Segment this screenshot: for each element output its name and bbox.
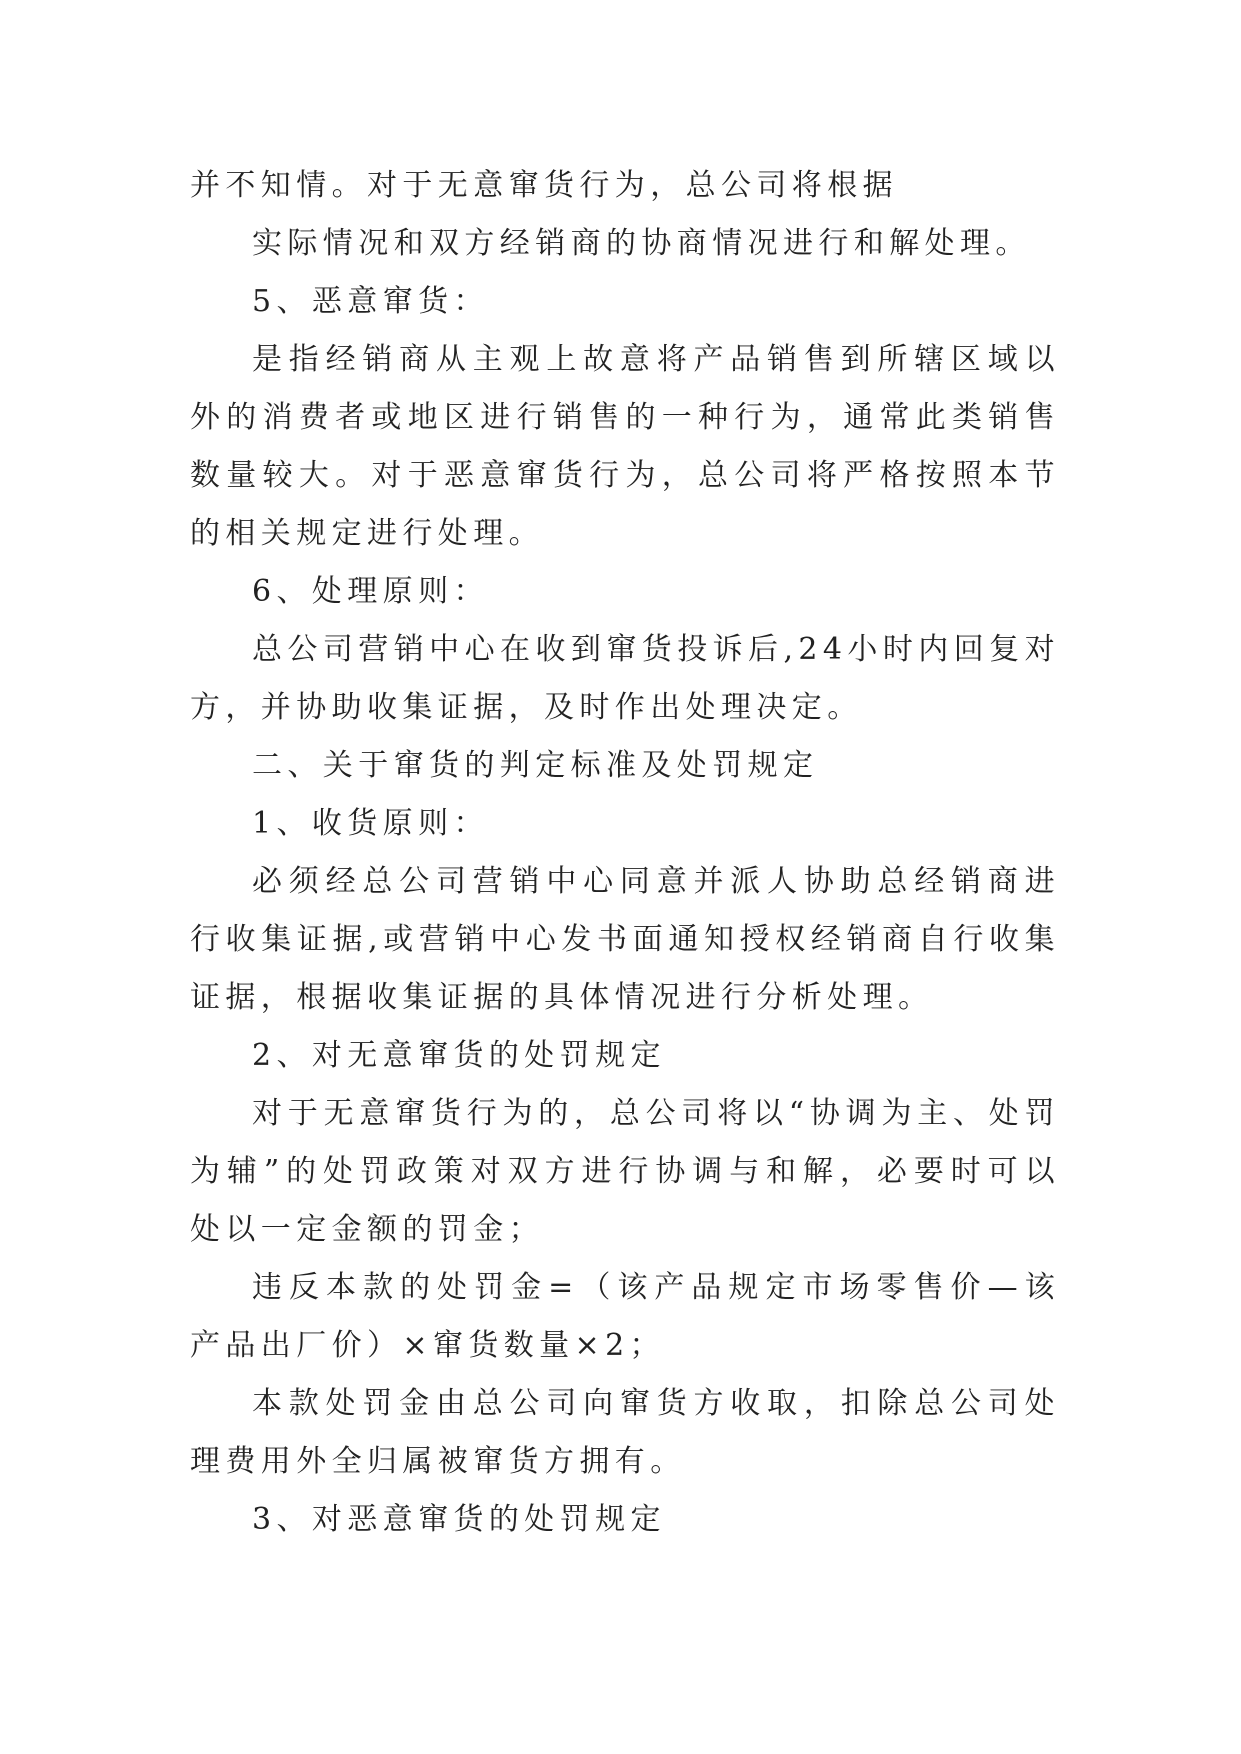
section-heading: 2、对无意窜货的处罚规定 bbox=[252, 1038, 666, 1073]
paragraph: 本款处罚金由总公司向窜货方收取，扣除总公司处理费用外全归属被窜货方拥有。 bbox=[190, 1386, 1060, 1479]
paragraph: 实际情况和双方经销商的协商情况进行和解处理。 bbox=[252, 226, 1031, 261]
section-heading: 1、收货原则： bbox=[252, 806, 489, 841]
paragraph: 是指经销商从主观上故意将产品销售到所辖区域以外的消费者或地区进行销售的一种行为，通常此类销售数量较大。对于恶意窜货行为，总公司将严格按照本节的相关规定进行处理。 bbox=[190, 342, 1060, 551]
section-heading: 3、对恶意窜货的处罚规定 bbox=[252, 1502, 666, 1537]
section-heading: 6、处理原则： bbox=[252, 574, 489, 609]
paragraph: 总公司营销中心在收到窜货投诉后,24小时内回复对方，并协助收集证据，及时作出处理决定。 bbox=[190, 632, 1060, 725]
paragraph-continuation: 并不知情。对于无意窜货行为，总公司将根据 bbox=[190, 168, 898, 203]
section-heading: 5、恶意窜货： bbox=[252, 284, 489, 319]
formula-paragraph: 违反本款的处罚金=（该产品规定市场零售价—该产品出厂价）×窜货数量×2； bbox=[190, 1270, 1060, 1363]
paragraph: 对于无意窜货行为的，总公司将以“协调为主、处罚为辅”的处罚政策对双方进行协调与和解，必要时可以处以一定金额的罚金； bbox=[190, 1096, 1060, 1247]
paragraph: 必须经总公司营销中心同意并派人协助总经销商进行收集证据,或营销中心发书面通知授权经销商自行收集证据，根据收集证据的具体情况进行分析处理。 bbox=[190, 864, 1060, 1015]
body-text bbox=[190, 157, 1060, 1549]
chapter-heading: 二、关于窜货的判定标准及处罚规定 bbox=[252, 748, 819, 783]
